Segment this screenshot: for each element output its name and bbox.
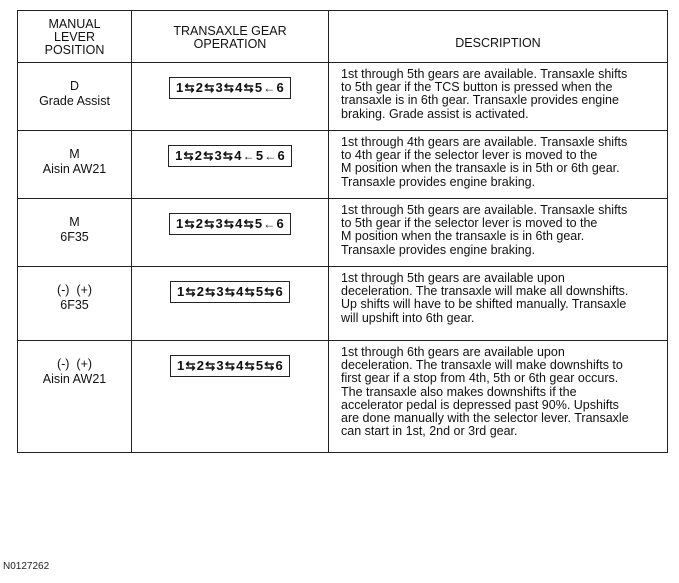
gear-number: 5 (255, 148, 264, 163)
gear-number: 2 (195, 80, 204, 95)
description-line: to 4th gear if the selector lever is moved to the (341, 148, 598, 163)
header-manual-lever-position (18, 11, 132, 63)
lever-position-symbol: D (69, 79, 80, 93)
gear-sequence-box (170, 355, 290, 377)
gear-number: 5 (254, 216, 263, 231)
description-line: Transaxle provides engine braking. (341, 174, 536, 189)
gear-number: 6 (275, 284, 283, 299)
downshift-arrow-icon: ← (263, 217, 276, 231)
description-line: transaxle is in 6th gear. Transaxle provides engine (341, 93, 619, 108)
downshift-arrow-icon: ← (263, 81, 276, 95)
description-line: 1st through 5th gears are available. Transaxle shifts (341, 203, 628, 217)
description-line: Transaxle provides engine braking. (341, 242, 536, 257)
description-cell (329, 341, 668, 453)
gear-number: 4 (235, 80, 243, 95)
description-cell (329, 131, 668, 199)
gear-number: 4 (234, 148, 242, 163)
description-line: first gear if a stop from 4th, 5th or 6th gear occurs. (341, 371, 619, 386)
shift-both-ways-arrow-icon: ⇆ (184, 217, 195, 231)
gear-number: 1 (177, 284, 185, 299)
table-row (18, 267, 668, 341)
gear-operation-cell (132, 63, 329, 131)
gear-operation-cell (132, 131, 329, 199)
gear-number: 6 (277, 148, 285, 163)
gear-number: 3 (215, 80, 223, 95)
figure-id: N0127262 (3, 561, 50, 572)
description-line: Up shifts will have to be shifted manually. Transaxle (341, 297, 627, 312)
transaxle-model: Grade Assist (39, 94, 110, 108)
header-operation-line: TRANSAXLE GEAR (173, 23, 287, 38)
shift-both-ways-arrow-icon: ⇆ (205, 359, 216, 373)
lever-position-symbol: (-) (+) (56, 357, 93, 371)
gear-number: 5 (255, 358, 264, 373)
header-lever-line: LEVER (54, 30, 95, 44)
shift-both-ways-arrow-icon: ⇆ (264, 359, 275, 373)
gear-number: 3 (216, 284, 224, 299)
description-line: 1st through 5th gears are available upon (341, 271, 565, 285)
description-line: M position when the transaxle is in 6th gear. (341, 229, 585, 244)
transaxle-model: Aisin AW21 (42, 372, 107, 386)
description-line: 1st through 4th gears are available. Transaxle shifts (341, 135, 628, 149)
header-lever-line: POSITION (44, 43, 105, 57)
shift-both-ways-arrow-icon: ⇆ (223, 81, 235, 95)
lever-position-symbol: M (69, 147, 80, 161)
shift-both-ways-arrow-icon: ⇆ (244, 285, 255, 299)
shift-both-ways-arrow-icon: ⇆ (224, 359, 236, 373)
transaxle-model: 6F35 (60, 230, 89, 244)
lever-position-cell (18, 131, 132, 199)
shift-both-ways-arrow-icon: ⇆ (183, 149, 194, 163)
description-line: M position when the transaxle is in 5th or 6th gear. (341, 161, 620, 176)
description-line: 1st through 6th gears are available upon (341, 345, 565, 359)
lever-position-cell (18, 341, 132, 453)
gear-sequence-box (170, 281, 290, 303)
shift-both-ways-arrow-icon: ⇆ (185, 359, 196, 373)
description-cell (329, 267, 668, 341)
description-line: The transaxle also makes downshifts if the (341, 384, 577, 399)
gear-number: 1 (175, 148, 183, 163)
gear-number: 2 (196, 284, 205, 299)
shift-both-ways-arrow-icon: ⇆ (185, 285, 196, 299)
gear-sequence-box (168, 145, 292, 167)
shift-both-ways-arrow-icon: ⇆ (223, 217, 235, 231)
gear-sequence-box (169, 77, 291, 99)
description-cell (329, 63, 668, 131)
description-line: deceleration. The transaxle will make downshifts to (341, 358, 623, 373)
lever-position-cell (18, 267, 132, 341)
downshift-arrow-icon: ← (264, 149, 277, 163)
gear-number: 5 (254, 80, 263, 95)
gear-number: 6 (276, 80, 284, 95)
table-row (18, 199, 668, 267)
gear-number: 3 (215, 216, 223, 231)
transaxle-model: 6F35 (60, 298, 89, 312)
shift-both-ways-arrow-icon: ⇆ (203, 149, 214, 163)
gear-number: 2 (196, 358, 205, 373)
shift-both-ways-arrow-icon: ⇆ (205, 285, 216, 299)
header-transaxle-gear-operation (132, 11, 329, 63)
shift-both-ways-arrow-icon: ⇆ (243, 81, 254, 95)
lever-position-symbol: (-) (+) (56, 283, 93, 297)
gear-number: 3 (216, 358, 224, 373)
gear-number: 2 (194, 148, 203, 163)
description-line: can start in 1st, 2nd or 3rd gear. (341, 424, 518, 439)
table-row (18, 63, 668, 131)
table-row (18, 341, 668, 453)
gear-number: 3 (214, 148, 222, 163)
transaxle-gear-table (17, 10, 668, 453)
header-description: DESCRIPTION (329, 11, 668, 63)
lever-position-cell (18, 63, 132, 131)
description-line: will upshift into 6th gear. (341, 310, 475, 325)
gear-number: 4 (236, 284, 244, 299)
gear-number: 5 (255, 284, 264, 299)
gear-operation-cell (132, 341, 329, 453)
lever-position-cell (18, 199, 132, 267)
gear-sequence-box (169, 213, 291, 235)
shift-both-ways-arrow-icon: ⇆ (243, 217, 254, 231)
lever-position-symbol: M (69, 215, 80, 229)
table-row (18, 131, 668, 199)
description-line: braking. Grade assist is activated. (341, 106, 529, 121)
downshift-arrow-icon: ← (242, 149, 255, 163)
shift-both-ways-arrow-icon: ⇆ (264, 285, 275, 299)
gear-number: 1 (176, 80, 184, 95)
gear-operation-cell (132, 267, 329, 341)
description-cell (329, 199, 668, 267)
shift-both-ways-arrow-icon: ⇆ (222, 149, 234, 163)
gear-operation-cell (132, 199, 329, 267)
description-line: to 5th gear if the selector lever is moved to the (341, 216, 598, 231)
description-line: are done manually with the selector lever. Transaxle (341, 411, 629, 426)
description-line: accelerator pedal is depressed past 90%. Upshifts (341, 397, 619, 412)
description-line: 1st through 5th gears are available. Transaxle shifts (341, 67, 628, 81)
transaxle-model: Aisin AW21 (42, 162, 107, 176)
gear-number: 6 (276, 216, 284, 231)
shift-both-ways-arrow-icon: ⇆ (184, 81, 195, 95)
header-row (18, 11, 668, 63)
description-line: to 5th gear if the TCS button is pressed when the (341, 80, 613, 95)
gear-number: 6 (275, 358, 283, 373)
header-operation-line: OPERATION (193, 36, 267, 51)
gear-number: 2 (195, 216, 204, 231)
shift-both-ways-arrow-icon: ⇆ (224, 285, 236, 299)
shift-both-ways-arrow-icon: ⇆ (204, 81, 215, 95)
gear-number: 4 (236, 358, 244, 373)
gear-number: 4 (235, 216, 243, 231)
shift-both-ways-arrow-icon: ⇆ (204, 217, 215, 231)
gear-number: 1 (177, 358, 185, 373)
gear-number: 1 (176, 216, 184, 231)
header-lever-line: MANUAL (48, 17, 101, 31)
description-line: deceleration. The transaxle will make all downshifts. (341, 284, 629, 299)
shift-both-ways-arrow-icon: ⇆ (244, 359, 255, 373)
